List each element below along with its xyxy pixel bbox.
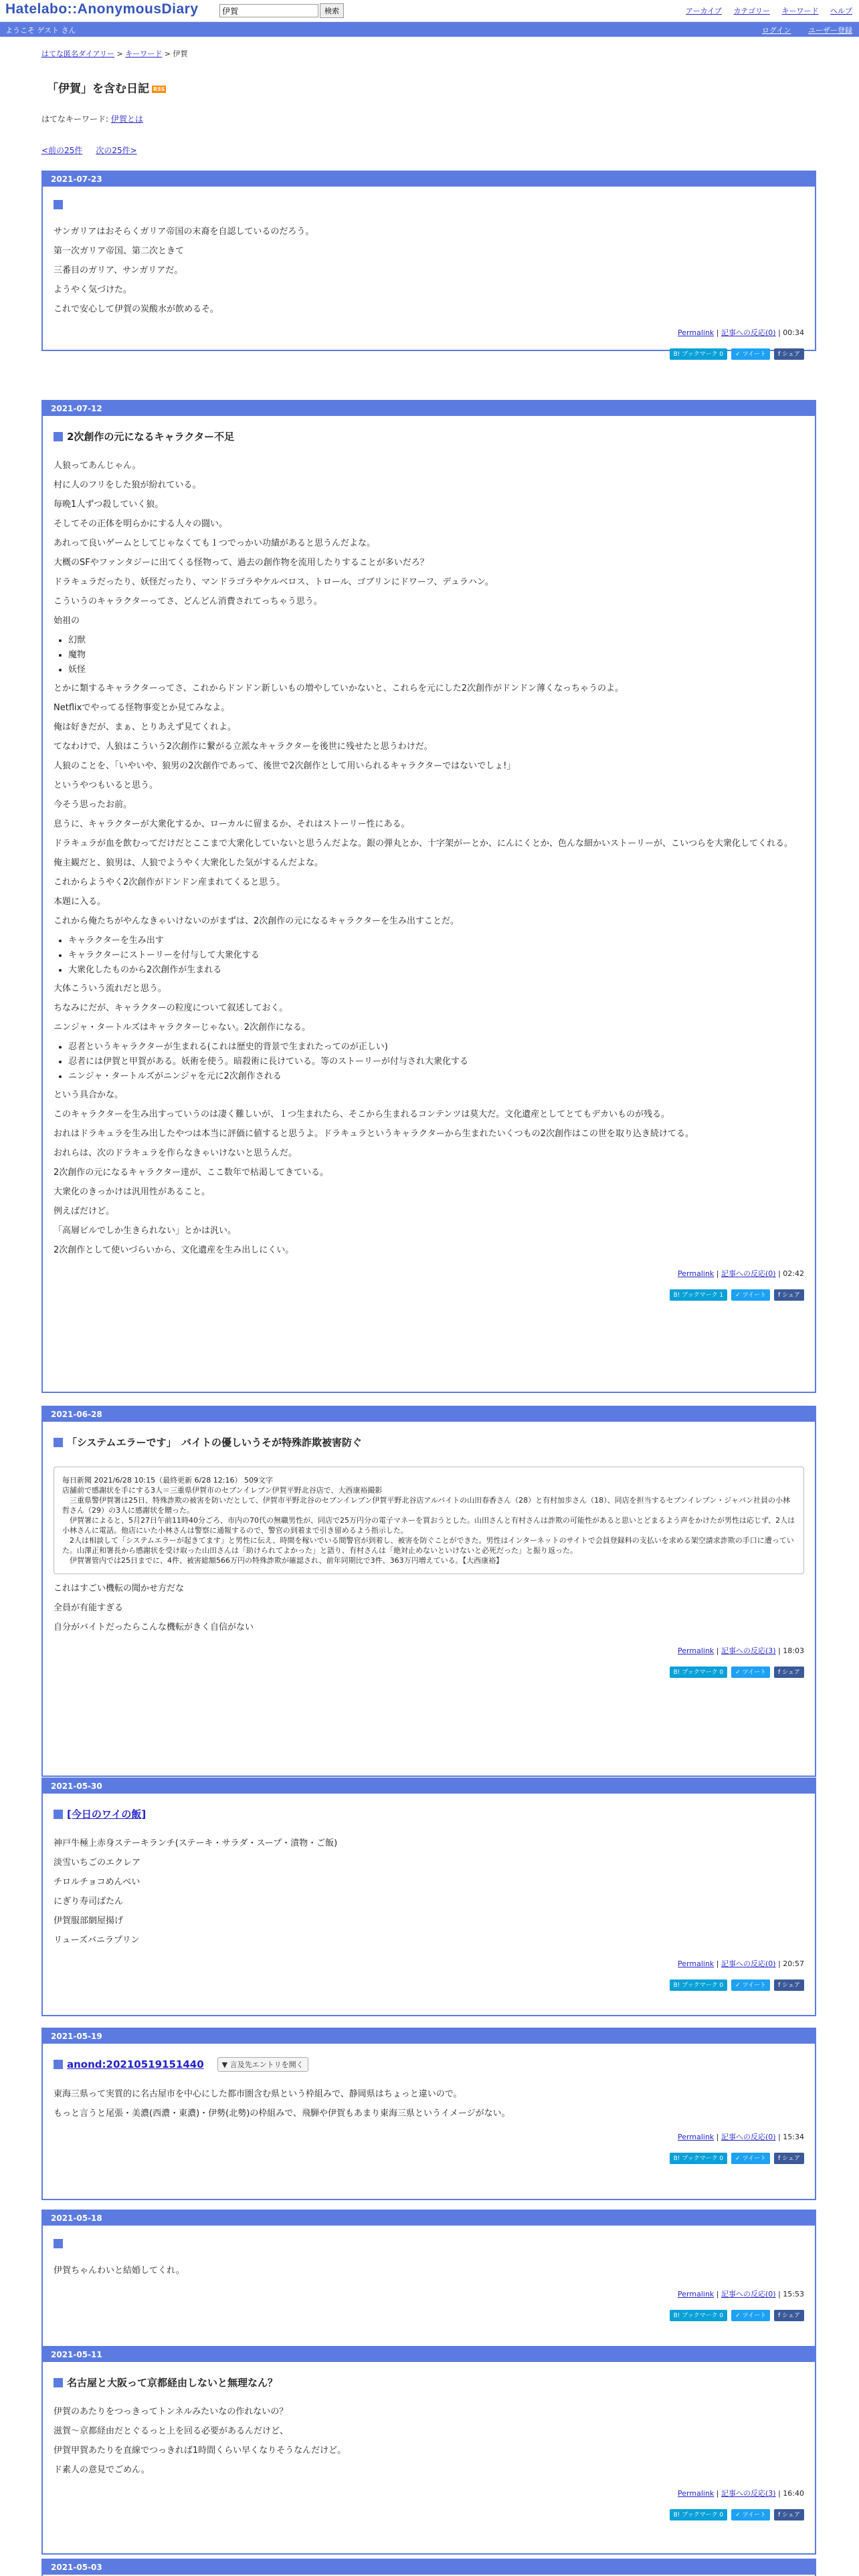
entry-paragraph: そしてその正体を明らかにする人々の闘い。 xyxy=(54,519,228,529)
archive-link[interactable]: アーカイブ xyxy=(686,7,722,15)
day-date: 2021-06-28 xyxy=(43,1407,815,1422)
entry-paragraph: これから俺たちがやんなきゃいけないのがまずは、2次創作の元になるキャラクターを生み出すことだ。 xyxy=(54,916,460,926)
list-item: • 魔物 xyxy=(68,650,804,661)
entry-paragraph: 伊賀甲賀あたりを直線でつっきれば1時間くらい早くなりそうなんだけど。 xyxy=(54,2446,347,2456)
entry-paragraph: 俺主観だと、狼男は、人狼でようやく大衆化した気がするんだよな。 xyxy=(54,858,324,868)
entry-time: 00:34 xyxy=(783,328,804,337)
share-button[interactable]: f シェア xyxy=(774,1667,804,1678)
top-links xyxy=(676,5,852,16)
entry-paragraph: ようやく気づけた。 xyxy=(54,285,132,295)
share-buttons xyxy=(54,2153,804,2164)
list-item: • 幻獣 xyxy=(68,635,804,646)
entry-title[interactable] xyxy=(54,429,804,443)
entry-footer: Permalink | 記事への反応(0) | 15:53 xyxy=(678,2290,804,2298)
pager xyxy=(41,144,818,156)
help-link[interactable]: ヘルプ xyxy=(830,7,852,15)
entry-list xyxy=(68,936,804,976)
list-item: • ニンジャ・タートルズがニンジャを元に2次創作される xyxy=(68,1071,804,1082)
entry-paragraph: ニンジャ・タートルズはキャラクターじゃない。2次創作になる。 xyxy=(54,1023,311,1033)
keyword-label: はてなキーワード: xyxy=(41,114,111,124)
expand-reference-toggle[interactable]: ▼ 言及先エントリを開く xyxy=(217,2057,308,2072)
entry-time: 02:42 xyxy=(783,1269,804,1278)
entry-paragraph: 伊賀ちゃんわいと結婚してくれ。 xyxy=(54,2266,185,2276)
share-button[interactable]: f シェア xyxy=(774,1979,804,1991)
entry-time: 18:03 xyxy=(783,1646,804,1655)
entry-title[interactable] xyxy=(54,2057,804,2072)
day-date: 2021-05-19 xyxy=(43,2029,815,2044)
list-item: • 大衆化したものから2次創作が生まれる xyxy=(68,965,804,976)
entry-paragraph: 毎晩1人ずつ殺していく狼。 xyxy=(54,500,164,510)
top-bar xyxy=(0,0,859,22)
entry-list xyxy=(68,1042,804,1082)
entry-paragraph: 人狼のことを、「いやいや、狼男の2次創作であって、後世で2次創作として用いられるキャラクターではないでしょ!」 xyxy=(54,761,516,771)
share-button[interactable]: f シェア xyxy=(774,2509,804,2520)
share-buttons xyxy=(54,348,804,360)
tweet-label: ツイート xyxy=(742,2512,767,2518)
entry-paragraph: このキャラクターを生み出すっていうのは凄く難しいが、１つ生まれたら、そこから生まれるコンテンツは莫大だ。文化遺産としてとてもデカいものが残る。 xyxy=(54,1109,670,1119)
share-label: シェア xyxy=(782,1669,800,1676)
entry-paragraph: という具合かな。 xyxy=(54,1090,124,1100)
entry-paragraph: Netflixでやってる怪物事変とか見てみなよ。 xyxy=(54,703,230,713)
entry-title-text: 名古屋と大阪って京都経由しないと無理なん？ xyxy=(67,2377,278,2389)
entry-square-icon xyxy=(54,200,63,209)
keyword-line xyxy=(41,113,818,124)
entry-paragraph: ドラキュラが血を飲むってだけだとここまで大衆化していないと思うんだよな。銀の弾丸とか、十字架がーとか、にんにくとか、色んな細かいストーリーが、こいつらを大衆化してくれる。 xyxy=(54,839,793,849)
breadcrumb xyxy=(41,48,818,59)
welcome-text: ようこそ ゲスト さん xyxy=(5,26,76,35)
tweet-button[interactable]: ✓ ツイート xyxy=(731,1979,770,1991)
permalink[interactable]: Permalink xyxy=(678,1959,714,1968)
quote-line: 毎日新聞 2021/6/28 10:15（最終更新 6/28 12:16） 509文字 xyxy=(62,1476,273,1485)
tweet-label: ツイート xyxy=(742,351,767,358)
entry-title-text: 2次創作の元になるキャラクター不足 xyxy=(67,431,235,443)
breadcrumb-separator: > xyxy=(114,49,126,58)
keyword-about-link[interactable]: 伊賀とは xyxy=(110,114,143,124)
tweet-label: ツイート xyxy=(742,1982,767,1989)
entry-time: 20:57 xyxy=(783,1959,804,1968)
day-date: 2021-05-18 xyxy=(43,2211,815,2226)
entry-paragraph: 今そう思ったお前。 xyxy=(54,800,132,810)
tweet-button[interactable]: ✓ ツイート xyxy=(731,1289,770,1301)
entry-paragraph: 「高層ビルでしか生きられない」とかは汎い。 xyxy=(54,1226,237,1236)
day-section xyxy=(41,1778,816,2016)
entry-paragraph: 全員が有能すぎる xyxy=(54,1603,124,1613)
entry-square-icon xyxy=(54,1810,63,1819)
entry-paragraph: もっと言うと尾張・美濃(西濃・東濃)・伊勢(北勢)の枠組みで、飛騨や伊賀もあまり東海三県というイメージがない。 xyxy=(54,2109,510,2119)
entry-title-text[interactable]: [今日のワイの飯] xyxy=(67,1808,147,1820)
login-link[interactable]: ログイン xyxy=(762,26,791,35)
entry-paragraph: こういうのキャラクターってさ、どんどん消費されてっちゃう思う。 xyxy=(54,597,322,607)
tweet-button[interactable]: ✓ ツイート xyxy=(731,2153,770,2164)
entry-title[interactable] xyxy=(54,1807,804,1821)
entry-paragraph: というやつもいると思う。 xyxy=(54,780,159,790)
entry-paragraph: てなわけで、人狼はこういう2次創作に繋がる立派なキャラクターを後世に残せたと思うわけだ。 xyxy=(54,742,433,752)
share-label: シェア xyxy=(782,2313,800,2319)
blockquote xyxy=(54,1467,804,1574)
day-date: 2021-05-11 xyxy=(43,2347,815,2362)
bookmark-button[interactable]: B! ブックマーク 0 xyxy=(670,1979,728,1991)
entry-paragraph: 伊賀服部網屋揚げ xyxy=(54,1916,124,1926)
permalink[interactable]: Permalink xyxy=(678,1646,714,1655)
entry-footer: Permalink | 記事への反応(0) | 15:34 xyxy=(678,2133,804,2141)
share-label: シェア xyxy=(782,351,800,358)
bookmark-button[interactable]: B! ブックマーク 1 xyxy=(670,1289,728,1301)
reactions-link[interactable]: 記事への反応(0) xyxy=(721,328,776,337)
share-label: シェア xyxy=(782,2155,800,2162)
entry-footer: Permalink | 記事への反応(0) | 02:42 xyxy=(678,1269,804,1278)
category-link[interactable]: カテゴリー xyxy=(733,7,770,15)
day-date: 2021-05-03 xyxy=(43,2560,815,2575)
entry-paragraph: リューズバニラプリン xyxy=(54,1935,140,1945)
day-section xyxy=(41,171,816,358)
bookmark-button[interactable]: B! ブックマーク 0 xyxy=(670,2509,728,2520)
entry-paragraph: 2次創作の元になるキャラクター達が、ここ数年で枯渇してきている。 xyxy=(54,1168,329,1178)
entry-time: 16:40 xyxy=(783,2489,804,2498)
entry-footer: Permalink | 記事への反応(0) | 20:57 xyxy=(678,1959,804,1968)
entry-paragraph: 本題に入る。 xyxy=(54,897,106,907)
entry-paragraph: にぎり寿司ばたん xyxy=(54,1897,124,1907)
list-item: • 忍者には伊賀と甲賀がある。妖術を使う。暗殺術に長けている。等のストーリーが付与され大衆化する xyxy=(68,1057,804,1067)
entry-paragraph: 人狼ってあんじゃん。 xyxy=(54,461,141,471)
tweet-label: ツイート xyxy=(742,2313,767,2319)
permalink[interactable]: Permalink xyxy=(678,1269,714,1278)
share-button[interactable]: f シェア xyxy=(774,1289,804,1301)
entry-paragraph: 始祖の xyxy=(54,616,80,626)
entry-footer: Permalink | 記事への反応(3) | 18:03 xyxy=(678,1646,804,1655)
share-buttons xyxy=(54,1667,804,1678)
list-item: • キャラクターを生み出す xyxy=(68,936,804,946)
entry-paragraph: 例えばだけど。 xyxy=(54,1206,115,1216)
reactions-link[interactable]: 記事への反応(0) xyxy=(721,1959,776,1968)
tweet-button[interactable]: ✓ ツイート xyxy=(731,1667,770,1678)
bookmark-button[interactable]: B! ブックマーク 0 xyxy=(670,2310,728,2321)
entry-list xyxy=(68,635,804,675)
entry-paragraph: 大体こういう流れだと思う。 xyxy=(54,984,167,994)
share-buttons xyxy=(54,2509,804,2520)
reactions-link[interactable]: 記事への反応(0) xyxy=(721,2290,776,2298)
prev-page-link[interactable]: <前の25件 xyxy=(41,146,83,155)
tweet-button[interactable]: ✓ ツイート xyxy=(731,2310,770,2321)
breadcrumb-current: 伊賀 xyxy=(173,49,188,58)
entry-title[interactable] xyxy=(54,1435,804,1449)
share-label: シェア xyxy=(782,1292,800,1299)
bookmark-button[interactable]: B! ブックマーク 0 xyxy=(670,2153,728,2164)
entry-footer: Permalink | 記事への反応(3) | 16:40 xyxy=(678,2489,804,2498)
day-section xyxy=(41,2210,816,2349)
entry-paragraph: 大衆化のきっかけは汎用性があること。 xyxy=(54,1187,211,1197)
share-label: シェア xyxy=(782,2512,800,2518)
list-item: • 妖怪 xyxy=(68,665,804,675)
entry-paragraph: ド素人の意見でごめん。 xyxy=(54,2465,150,2475)
day-section xyxy=(41,2028,816,2200)
reactions-link[interactable]: 記事への反応(0) xyxy=(721,2133,776,2141)
entry-paragraph: あれって良いゲームとしてじゃなくても１つでっかい功績があると思うんだよな。 xyxy=(54,538,376,548)
tweet-button[interactable]: ✓ ツイート xyxy=(731,2509,770,2520)
permalink[interactable]: Permalink xyxy=(678,2290,714,2298)
quote-line: 三重県警伊賀署は25日、特殊詐欺の被害を防いだとして、伊賀市平野北谷のセブンイレブン伊賀平野北谷店アルバイトの山田春香さん（28）と有村加歩さん（18）、同店を担当するセブンイレブン・ジャパン社員の小林哲さん（29）の3人に感謝状を贈った。 xyxy=(62,1496,790,1515)
entry-paragraph: 第一次ガリア帝国、第二次ときて xyxy=(54,246,185,256)
entry-title-text[interactable]: anond:20210519151440 xyxy=(67,2058,204,2070)
entry-paragraph: 滋賀～京都経由だとぐるっと上を回る必要があるんだけど、 xyxy=(54,2426,289,2436)
entry-title[interactable] xyxy=(54,2239,804,2248)
bookmark-button[interactable]: B! ブックマーク 0 xyxy=(670,348,728,360)
day-section xyxy=(41,2559,816,2576)
permalink[interactable]: Permalink xyxy=(678,2489,714,2498)
entry-paragraph: 息うに、キャラクターが大衆化するか、ローカルに留まるか、それはストーリー性にある。 xyxy=(54,819,410,829)
breadcrumb-separator: > xyxy=(162,49,173,58)
share-button[interactable]: f シェア xyxy=(774,2153,804,2164)
list-item: • キャラクターにストーリーを付与して大衆化する xyxy=(68,950,804,961)
reactions-link[interactable]: 記事への反応(0) xyxy=(721,1269,776,1278)
entry-paragraph: 俺は好きだが、まぁ、とりあえず見てくれよ。 xyxy=(54,722,237,732)
day-section xyxy=(41,400,816,1393)
page-header xyxy=(41,48,818,156)
entry-paragraph: 大概のSFやファンタジーに出てくる怪物って、過去の創作物を流用したりすることが多いだろ？ xyxy=(54,558,429,568)
permalink[interactable]: Permalink xyxy=(678,328,714,337)
register-link[interactable]: ユーザー登録 xyxy=(808,26,852,35)
entry-title[interactable] xyxy=(54,200,804,209)
entry-paragraph: とかに類するキャラクターってさ、これからドンドン新しいもの増やしていかないと、これらを元にした2次創作がドンドン薄くなっちゃうのよ。 xyxy=(54,683,624,693)
share-buttons xyxy=(54,2310,804,2321)
share-buttons xyxy=(54,1289,804,1301)
entry-paragraph: これはすごい機転の聞かせ方だな xyxy=(54,1584,185,1594)
entry-paragraph: 神戸牛極上赤身ステーキランチ(ステーキ・サラダ・スープ・漬物・ご飯) xyxy=(54,1838,338,1848)
page-title-text: 「伊賀」を含む日記 xyxy=(47,82,149,96)
day-date: 2021-05-30 xyxy=(43,1779,815,1794)
entry-square-icon xyxy=(54,1438,63,1447)
entry-paragraph: 淡雪いちごのエクレア xyxy=(54,1858,141,1868)
tweet-label: ツイート xyxy=(742,1292,767,1299)
quote-line: 2人は相談して「システムエラーが起きてます」と男性に伝え、時間を稼いでいる間警官が到着し、被害を防ぐことができた。男性はインターネットのサイトで会員登録料の支払いを求める架空請求詐欺の手口に遭っていた。山澤正和署長から感謝状を受け取った山田さんは「助けられてよかった」と語り、有村さんは「絶対止めないといけないと必死だった」と振り返った。 xyxy=(62,1536,794,1555)
breadcrumb-home[interactable]: はてな匿名ダイアリー xyxy=(41,49,115,58)
quote-line: 伊賀署によると、5月27日午前11時40分ごろ、市内の70代の無職男性が、同店で25万円分の電子マネーを買おうとした。山田さんと有村さんは詐欺の可能性があると思いとどまるよう声をかけたが男性は応じず、2人は小林さんに電話。他店にいた小林さんは警察に通報するので、警官の到着まで引き留めるよう指示した。 xyxy=(62,1516,795,1535)
entry-square-icon xyxy=(54,432,63,441)
tweet-label: ツイート xyxy=(742,2155,767,2162)
entry-paragraph: おれはドラキュラを生み出したやつは本当に評価に値すると思うよ。ドラキュラというキャラクターから生まれたいくつもの2次創作はこの世を取り込き続けてる。 xyxy=(54,1129,694,1139)
entry-paragraph: 自分がバイトだったらこんな機転がきく自信がない xyxy=(54,1622,254,1632)
share-button[interactable]: f シェア xyxy=(774,2310,804,2321)
entry-paragraph: ドラキュラだったり、妖怪だったり、マンドラゴラやケルベロス、トロール、ゴブリンにドワーフ、デュラハン。 xyxy=(54,577,494,587)
entry-time: 15:34 xyxy=(783,2133,804,2141)
entry-square-icon xyxy=(54,2378,63,2387)
site-logo[interactable]: Hatelabo::AnonymousDiary xyxy=(5,1,199,17)
entry-paragraph: 2次創作として使いづらいから、文化遺産を生み出しにくい。 xyxy=(54,1245,294,1255)
user-bar xyxy=(0,22,859,37)
rss-icon[interactable]: RSS xyxy=(153,86,165,92)
page-title xyxy=(47,79,818,96)
entry-title-text: 「システムエラーです」 バイトの優しいうそが特殊詐欺被害防ぐ xyxy=(67,1436,363,1448)
entry-paragraph: 村に人のフリをした狼が紛れている。 xyxy=(54,480,201,490)
entry-title[interactable] xyxy=(54,2375,804,2389)
entry-square-icon xyxy=(54,2239,63,2248)
search-input[interactable] xyxy=(219,4,318,17)
entry-paragraph: サンガリアはおそらくガリア帝国の末裔を自認しているのだろう。 xyxy=(54,227,314,237)
entry-paragraph: チロルチョコめんべい xyxy=(54,1877,140,1887)
entry-time: 15:53 xyxy=(783,2290,804,2298)
entry-paragraph: 三番目のガリア、サンガリアだ。 xyxy=(54,265,183,276)
tweet-button[interactable]: ✓ ツイート xyxy=(731,348,770,360)
entry-paragraph: 東海三県って実質的に名古屋市を中心にした都市圏含む県という枠組みで、静岡県はちょっと違いので。 xyxy=(54,2089,462,2099)
entry-paragraph: これで安心して伊賀の炭酸水が飲めるそ。 xyxy=(54,304,219,314)
list-item: • 忍者というキャラクターが生まれる(これは歴史的背景で生まれたってのが正しい) xyxy=(68,1042,804,1053)
bookmark-button[interactable]: B! ブックマーク 0 xyxy=(670,1667,728,1678)
day-section xyxy=(41,2346,816,2555)
entry-paragraph: これからようやく2次創作がドンドン産まれてくると思う。 xyxy=(54,877,286,887)
day-date: 2021-07-23 xyxy=(43,172,815,187)
entry-square-icon xyxy=(54,2060,63,2069)
day-date: 2021-07-12 xyxy=(43,401,815,416)
keyword-link[interactable]: キーワード xyxy=(781,7,819,15)
day-section xyxy=(41,1406,816,1777)
search-button[interactable]: 検索 xyxy=(320,3,344,18)
entry-footer: Permalink | 記事への反応(0) | 00:34 xyxy=(678,328,804,337)
entry-paragraph: 伊賀のあたりをつっきってトンネルみたいなの作れないの？ xyxy=(54,2407,288,2417)
share-label: シェア xyxy=(782,1982,800,1989)
entry-paragraph: ちなみにだが、キャラクターの粒度について叙述しておく。 xyxy=(54,1003,288,1013)
share-buttons xyxy=(54,1979,804,1991)
quote-line: 店舗前で感謝状を手にする3人＝三重県伊賀市のセブンイレブン伊賀平野北谷店で、大西康裕撮影 xyxy=(62,1486,383,1495)
reactions-link[interactable]: 記事への反応(3) xyxy=(721,1646,776,1655)
next-page-link[interactable]: 次の25件> xyxy=(96,146,137,155)
reactions-link[interactable]: 記事への反応(3) xyxy=(721,2489,776,2498)
share-button[interactable]: f シェア xyxy=(774,348,804,360)
quote-line: 伊賀署管内では25日までに、4件、被害総額566万円の特殊詐欺が確認され、前年同期比で3件、363万円増えている。【大西康裕】 xyxy=(62,1556,504,1565)
breadcrumb-keyword[interactable]: キーワード xyxy=(125,49,163,58)
entry-paragraph: おれらは、次のドラキュラを作らなきゃいけないと思うんだ。 xyxy=(54,1148,298,1158)
tweet-label: ツイート xyxy=(742,1669,767,1676)
permalink[interactable]: Permalink xyxy=(678,2133,714,2141)
